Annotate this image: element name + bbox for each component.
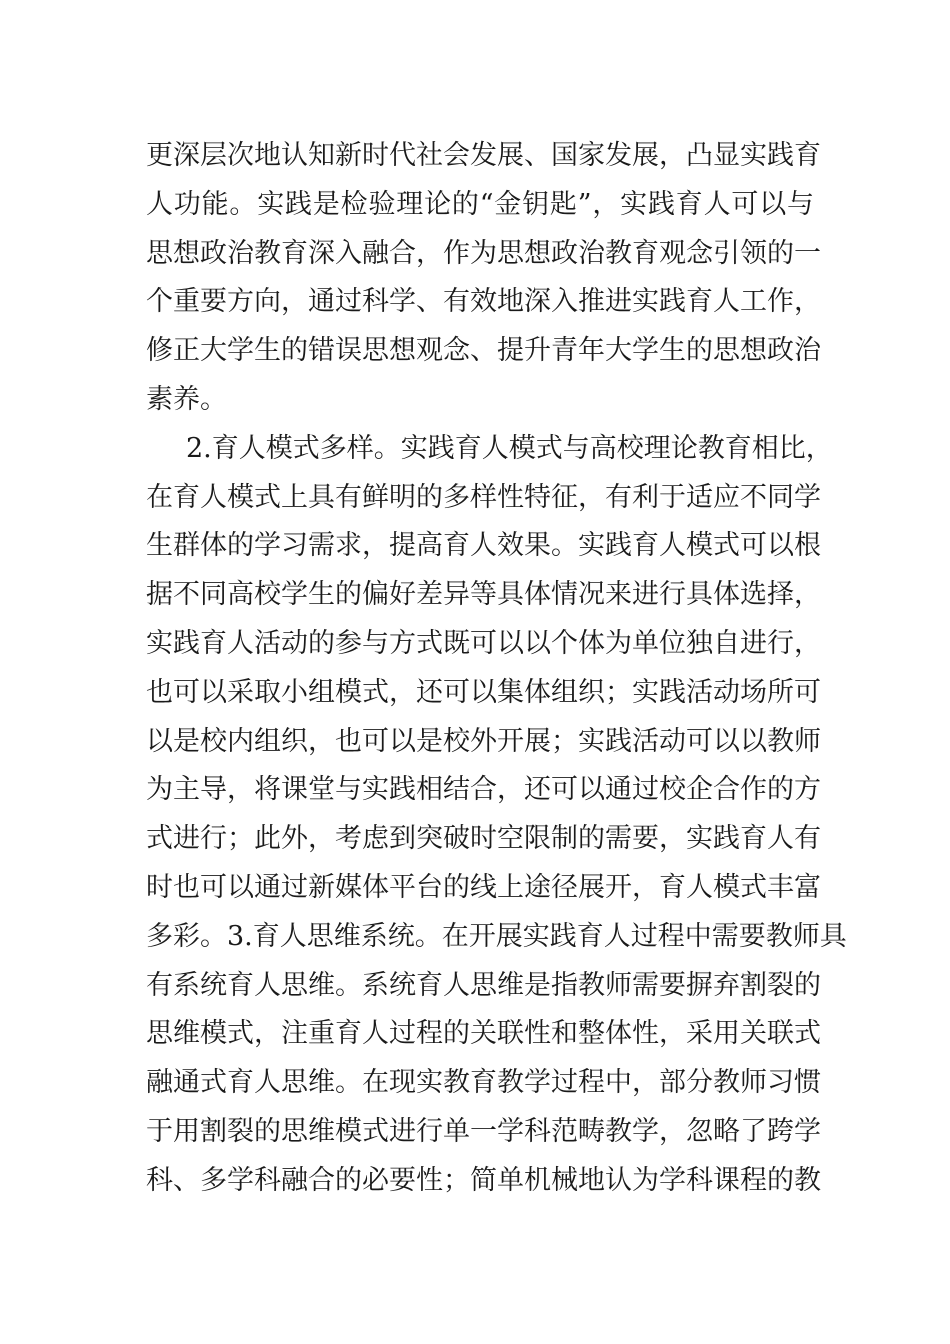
text-line: 为主导，将课堂与实践相结合，还可以通过校企合作的方 <box>146 774 821 806</box>
text-line: 个重要方向，通过科学、有效地深入推进实践育人工作， <box>146 286 821 318</box>
text-line: 于用割裂的思维模式进行单一学科范畴教学，忽略了跨学 <box>146 1115 821 1147</box>
text-line: 据不同高校学生的偏好差异等具体情况来进行具体选择， <box>146 579 821 611</box>
text-line: 修正大学生的错误思想观念、提升青年大学生的思想政治 <box>146 335 821 367</box>
text-line: 实践育人活动的参与方式既可以以个体为单位独自进行， <box>146 627 821 659</box>
body-text <box>146 132 847 1206</box>
text-line: 生群体的学习需求，提高育人效果。实践育人模式可以根 <box>146 530 821 562</box>
text-line-paragraph-start: 2.育人模式多样。实践育人模式与高校理论教育相比， <box>186 432 833 464</box>
text-line: 思想政治教育深入融合，作为思想政治教育观念引领的一 <box>146 237 821 269</box>
text-line: 时也可以通过新媒体平台的线上途径展开，育人模式丰富 <box>146 871 821 903</box>
text-line: 人功能。实践是检验理论的“金钥匙”，实践育人可以与 <box>146 188 814 220</box>
text-line: 也可以采取小组模式，还可以集体组织；实践活动场所可 <box>146 676 821 708</box>
text-line: 思维模式，注重育人过程的关联性和整体性，采用关联式 <box>146 1018 821 1050</box>
text-line: 融通式育人思维。在现实教育教学过程中，部分教师习惯 <box>146 1067 821 1099</box>
text-line: 以是校内组织，也可以是校外开展；实践活动可以以教师 <box>146 725 821 757</box>
text-line: 式进行；此外，考虑到突破时空限制的需要，实践育人有 <box>146 823 821 855</box>
text-line: 更深层次地认知新时代社会发展、国家发展，凸显实践育 <box>146 140 821 171</box>
text-line: 素养。 <box>146 383 227 415</box>
text-line: 在育人模式上具有鲜明的多样性特征，有利于适应不同学 <box>146 481 821 513</box>
text-line: 有系统育人思维。系统育人思维是指教师需要摒弃割裂的 <box>146 969 821 1001</box>
text-line: 科、多学科融合的必要性；简单机械地认为学科课程的教 <box>146 1164 821 1196</box>
text-line: 多彩。3.育人思维系统。在开展实践育人过程中需要教师具 <box>146 920 847 952</box>
